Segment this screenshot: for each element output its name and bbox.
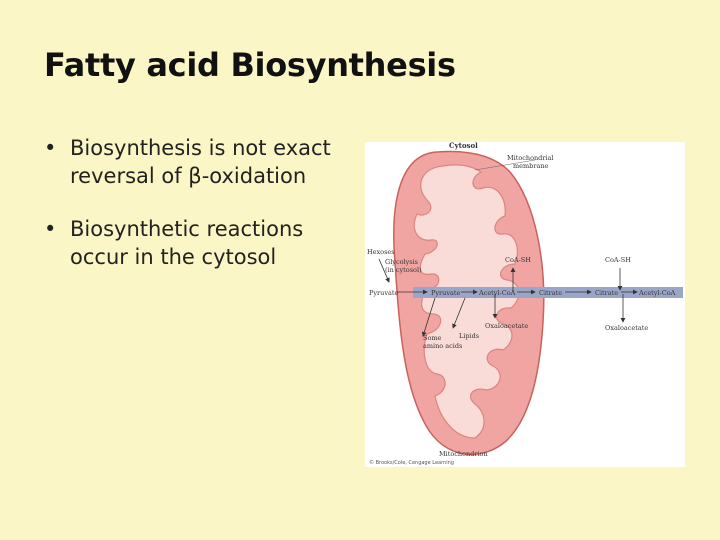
bullet-text: Biosynthesis is not exact reversal of β-oxidation [70,136,331,188]
label-oxaloacetate-out: Oxaloacetate [605,324,649,332]
label-hexoses: Hexoses [367,248,395,256]
label-mito-membrane: Mitochondrial [507,154,554,162]
label-cytosol: Cytosol [449,142,478,150]
mitochondrion-figure [365,142,685,467]
label-pyruvate-out: Pyruvate [369,289,399,297]
mitochondrion-diagram [365,142,685,467]
bullet-list [44,134,364,296]
label-acetyl-coa-in: Acetyl-CoA [479,289,516,297]
label-oxaloacetate-in: Oxaloacetate [485,322,529,330]
label-lipids: Lipids [459,332,480,340]
label-coash-in: CoA-SH [505,256,531,264]
slide-title: Fatty acid Biosynthesis [44,46,456,84]
label-pyruvate-in: Pyruvate [431,289,461,297]
bullet-text: Biosynthetic reactions occur in the cytosol [70,217,304,269]
bullet-marker: • [44,136,57,160]
label-mito-membrane: membrane [513,162,549,170]
label-amino-acids: Some [423,334,442,342]
bullet-item [44,134,364,190]
label-acetyl-coa-out: Acetyl-CoA [639,289,676,297]
label-mitochondrion: Mitochondrion [439,450,488,458]
bullet-marker: • [44,217,57,241]
credit-text: © Brooks/Cole, Cengage Learning [369,460,454,466]
label-amino-acids: amino acids [423,342,463,350]
bullet-item [44,215,364,271]
label-coash-out: CoA-SH [605,256,631,264]
label-glycolysis: (in cytosol) [385,266,422,274]
label-citrate-in: Citrate [539,289,563,297]
label-glycolysis: Glycolysis [385,258,418,266]
label-citrate-out: Citrate [595,289,619,297]
